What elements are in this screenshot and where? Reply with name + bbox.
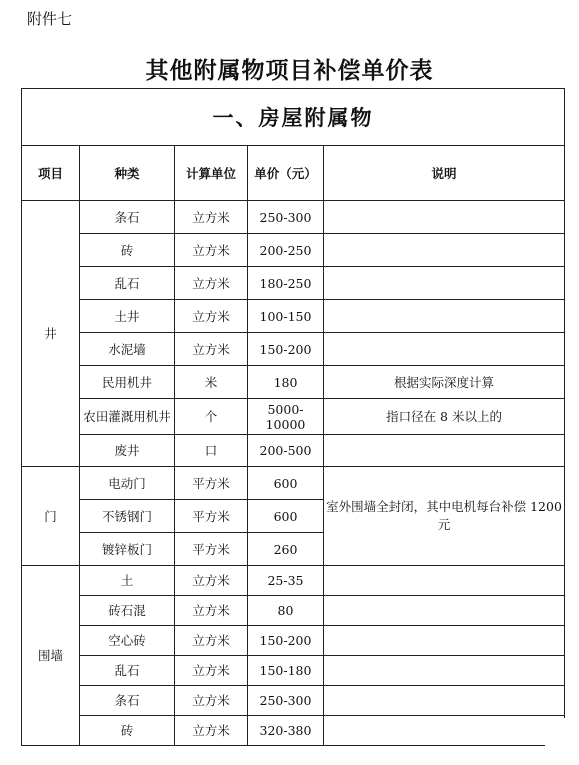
table-row	[22, 566, 565, 596]
cell-note	[324, 716, 565, 746]
cell-type: 废井	[80, 435, 175, 467]
cell-note	[324, 656, 565, 686]
cell-note	[324, 686, 565, 716]
table-row	[22, 656, 565, 686]
cell-note: 根据实际深度计算	[324, 366, 565, 399]
cell-note: 指口径在 8 米以上的	[324, 399, 565, 435]
table-row	[22, 201, 565, 234]
section-title: 一、房屋附属物	[22, 89, 565, 146]
cell-type: 不锈钢门	[80, 500, 175, 533]
table-row	[22, 716, 565, 746]
cell-unit: 平方米	[175, 467, 248, 500]
cell-unit: 立方米	[175, 234, 248, 267]
cell-price: 100-150	[248, 300, 324, 333]
cell-price: 200-500	[248, 435, 324, 467]
page-corner-mask	[545, 718, 579, 765]
cell-unit: 立方米	[175, 716, 248, 746]
cell-note	[324, 234, 565, 267]
cell-type: 砖	[80, 234, 175, 267]
cell-note	[324, 300, 565, 333]
table-row	[22, 596, 565, 626]
compensation-price-table	[21, 88, 565, 746]
header-item: 项目	[22, 146, 80, 201]
cell-type: 条石	[80, 686, 175, 716]
table-row	[22, 435, 565, 467]
cell-unit: 立方米	[175, 686, 248, 716]
header-note: 说明	[324, 146, 565, 201]
cell-type: 土井	[80, 300, 175, 333]
cell-type: 农田灌溉用机井	[80, 399, 175, 435]
cell-unit: 米	[175, 366, 248, 399]
cell-price: 320-380	[248, 716, 324, 746]
table-row	[22, 626, 565, 656]
cell-price: 150-200	[248, 626, 324, 656]
header-unit: 计算单位	[175, 146, 248, 201]
cell-price: 260	[248, 533, 324, 566]
cell-note	[324, 333, 565, 366]
cell-note	[324, 596, 565, 626]
table-row	[22, 366, 565, 399]
door-note: 室外围墙全封闭，其中电机每台补偿 1200 元	[324, 467, 565, 566]
cell-unit: 立方米	[175, 566, 248, 596]
cell-note	[324, 267, 565, 300]
table-row	[22, 300, 565, 333]
cell-type: 土	[80, 566, 175, 596]
cell-type: 电动门	[80, 467, 175, 500]
cell-price: 250-300	[248, 201, 324, 234]
cell-type: 乱石	[80, 656, 175, 686]
document-title: 其他附属物项目补偿单价表	[145, 57, 434, 84]
cell-price: 25-35	[248, 566, 324, 596]
cell-price: 5000-10000	[248, 399, 324, 435]
table-row	[22, 333, 565, 366]
cell-price: 600	[248, 467, 324, 500]
group-door: 门	[22, 467, 80, 566]
table-row	[22, 686, 565, 716]
cell-type: 镀锌板门	[80, 533, 175, 566]
cell-price: 180	[248, 366, 324, 399]
cell-unit: 立方米	[175, 626, 248, 656]
cell-type: 砖石混	[80, 596, 175, 626]
cell-type: 空心砖	[80, 626, 175, 656]
cell-unit: 立方米	[175, 596, 248, 626]
cell-type: 民用机井	[80, 366, 175, 399]
group-wall: 围墙	[22, 566, 80, 746]
cell-unit: 立方米	[175, 267, 248, 300]
cell-type: 乱石	[80, 267, 175, 300]
header-row	[22, 146, 565, 201]
cell-price: 150-180	[248, 656, 324, 686]
cell-unit: 个	[175, 399, 248, 435]
cell-price: 150-200	[248, 333, 324, 366]
cell-note	[324, 566, 565, 596]
section-row	[22, 89, 565, 146]
cell-note	[324, 435, 565, 467]
cell-type: 水泥墙	[80, 333, 175, 366]
cell-unit: 立方米	[175, 656, 248, 686]
attachment-label: 附件七	[27, 10, 73, 28]
cell-price: 250-300	[248, 686, 324, 716]
cell-price: 180-250	[248, 267, 324, 300]
table-row	[22, 267, 565, 300]
cell-price: 200-250	[248, 234, 324, 267]
cell-unit: 立方米	[175, 333, 248, 366]
cell-unit: 平方米	[175, 500, 248, 533]
group-well: 井	[22, 201, 80, 467]
table-row	[22, 399, 565, 435]
cell-unit: 口	[175, 435, 248, 467]
cell-price: 600	[248, 500, 324, 533]
header-price: 单价（元）	[248, 146, 324, 201]
cell-unit: 平方米	[175, 533, 248, 566]
cell-unit: 立方米	[175, 300, 248, 333]
cell-unit: 立方米	[175, 201, 248, 234]
table-row	[22, 234, 565, 267]
header-type: 种类	[80, 146, 175, 201]
cell-price: 80	[248, 596, 324, 626]
table-row	[22, 467, 565, 500]
cell-note	[324, 626, 565, 656]
cell-type: 砖	[80, 716, 175, 746]
cell-note	[324, 201, 565, 234]
cell-type: 条石	[80, 201, 175, 234]
